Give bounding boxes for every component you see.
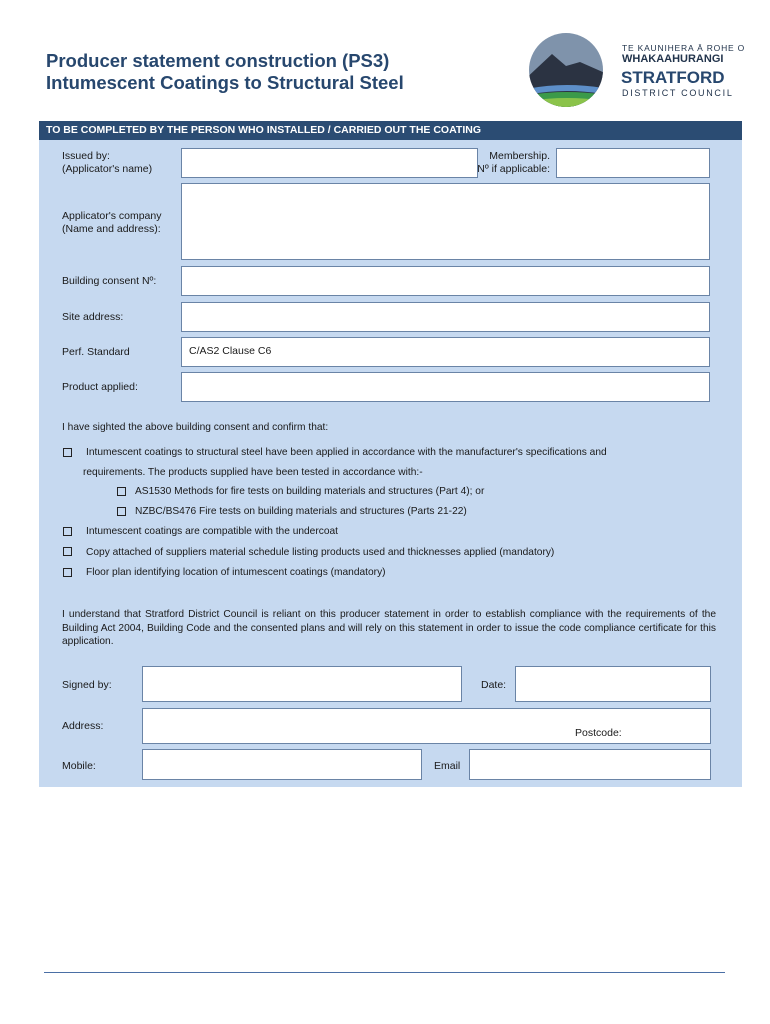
perf-field[interactable] [181,337,710,367]
logo-line-4: DISTRICT COUNCIL [622,88,734,98]
item1-text-line1: Intumescent coatings to structural steel have been applied in accordance with the manufacturer's specifications and [86,447,607,458]
signed-field[interactable] [142,666,462,702]
council-logo [522,32,746,108]
consent-label: Building consent Nº: [62,275,157,287]
item2-text: Intumescent coatings are compatible with the undercoat [86,526,339,537]
sub2-checkbox[interactable] [117,507,126,516]
issued-by-label-line1: Issued by: [62,150,110,162]
section-banner: TO BE COMPLETED BY THE PERSON WHO INSTALLED / CARRIED OUT THE COATING [39,121,742,140]
membership-label [440,150,550,176]
email-label: Email [434,760,461,772]
footer-divider [44,972,725,973]
signed-label: Signed by: [62,679,112,691]
product-label: Product applied: [62,381,138,393]
membership-label-line1: Membership. [489,150,550,162]
issued-by-label-line2: (Applicator's name) [62,163,153,175]
perf-value: C/AS2 Clause C6 [189,345,272,357]
reliance-statement: I understand that Stratford District Council is reliant on this producer statement in order to establish compliance with the requirements of the Building Act 2004, Building Code and the consented plans and will rely on this statement in order to issue the code compliance certificate for this application. [62,609,716,647]
logo-line-3: STRATFORD [621,68,725,87]
item4-checkbox[interactable] [63,568,72,577]
logo-line-1: TE KAUNIHERA Ā ROHE O [622,43,746,53]
company-label-line1: Applicator's company [62,210,162,222]
issued-by-field[interactable] [181,148,478,178]
address-field[interactable] [142,708,711,744]
sub1-text: AS1530 Methods for fire tests on building materials and structures (Part 4); or [135,486,485,497]
company-field[interactable] [181,183,710,260]
membership-field[interactable] [556,148,710,178]
date-label: Date: [481,679,507,691]
title-line-2: Intumescent Coatings to Structural Steel [46,72,404,93]
mobile-field[interactable] [142,749,422,780]
membership-label-line2: Nº if applicable: [477,163,550,175]
perf-label: Perf. Standard [62,346,130,358]
site-label: Site address: [62,311,124,323]
sub2-text: NZBC/BS476 Fire tests on building materials and structures (Parts 21-22) [135,506,467,517]
document-title [46,50,486,94]
issued-by-label [62,150,152,176]
consent-field[interactable] [181,266,710,296]
logo-line-2: WHAKAAHURANGI [622,53,724,65]
date-field[interactable] [515,666,711,702]
company-label [62,210,161,236]
item2-checkbox[interactable] [63,527,72,536]
item1-checkbox[interactable] [63,448,72,457]
item3-text: Copy attached of suppliers material schedule listing products used and thicknesses applied (mandatory) [86,547,555,558]
mobile-label: Mobile: [62,760,96,772]
address-label: Address: [62,720,104,732]
postcode-label: Postcode: [575,727,622,739]
email-field[interactable] [469,749,711,780]
sub1-checkbox[interactable] [117,487,126,496]
item4-text: Floor plan identifying location of intumescent coatings (mandatory) [86,567,386,578]
mountain-logo-icon [522,32,614,108]
title-line-1: Producer statement construction (PS3) [46,50,390,71]
item3-checkbox[interactable] [63,547,72,556]
item1-text-line2: requirements. The products supplied have been tested in accordance with:- [83,467,423,478]
confirm-intro: I have sighted the above building consent and confirm that: [62,422,329,433]
company-label-line2: (Name and address): [62,223,161,235]
product-field[interactable] [181,372,710,402]
site-field[interactable] [181,302,710,332]
